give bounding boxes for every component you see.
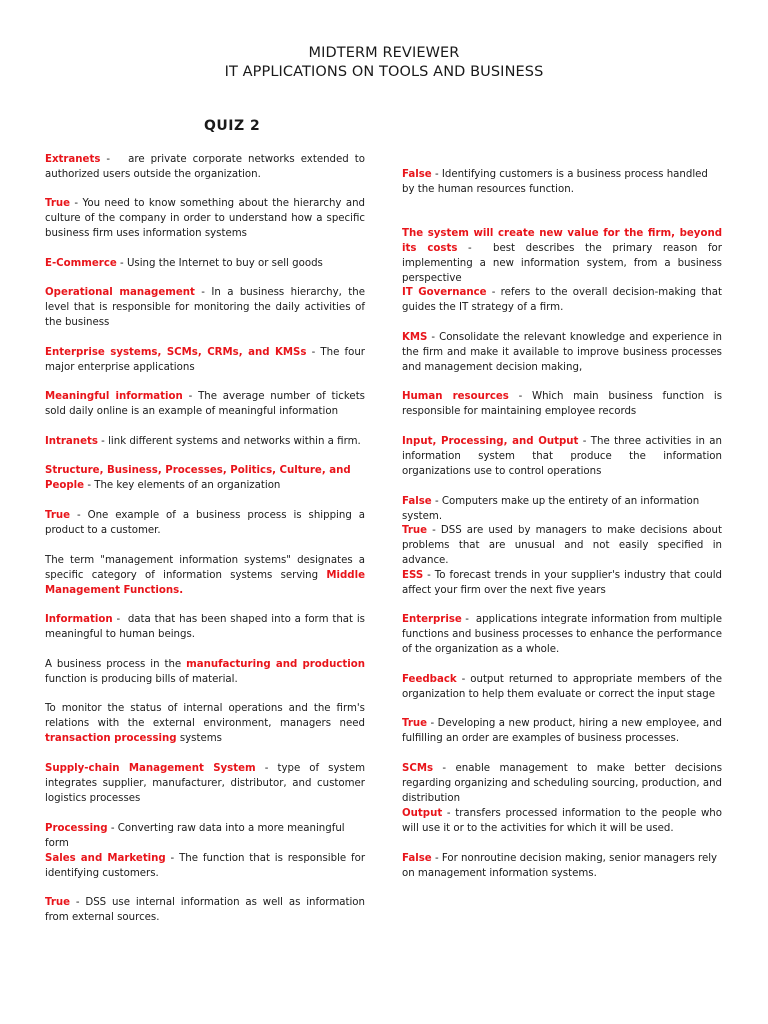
answer-term: Output bbox=[402, 808, 443, 819]
qa-item: Information - data that has been shaped into a form that is meaningful to human beings. bbox=[45, 614, 365, 640]
item-text: Which main business function is responsible for maintaining employee records bbox=[402, 391, 722, 417]
item-text: Identifying customers is a business process handled by the human resources function. bbox=[402, 169, 708, 195]
qa-item: Output - transfers processed information to the people who will use it or to the activities for which it will be used. bbox=[402, 808, 722, 834]
qa-item: True - DSS use internal information as well as information from external sources. bbox=[45, 897, 366, 923]
qa-item: Intranets - link different systems and networks within a firm. bbox=[45, 436, 361, 447]
qa-item: Operational management - In a business hierarchy, the level that is responsible for monitoring the daily activities of the business bbox=[45, 287, 365, 328]
item-text: DSS use internal information as well as information from external sources. bbox=[45, 897, 366, 923]
qa-item: KMS - Consolidate the relevant knowledge and experience in the firm and make it available to improve business processes and management decision making, bbox=[402, 332, 722, 373]
item-text: A business process in the bbox=[45, 659, 187, 670]
answer-term: Processing bbox=[45, 823, 108, 834]
answer-term: KMS bbox=[402, 332, 428, 343]
answer-term: True bbox=[45, 510, 71, 521]
answer-term: Enterprise bbox=[402, 614, 462, 625]
item-text: One example of a business process is shipping a product to a customer. bbox=[45, 510, 365, 536]
qa-item: Enterprise - applications integrate information from multiple functions and business processes to enhance the performance of the organization as a whole. bbox=[402, 614, 722, 655]
item-text: You need to know something about the hierarchy and culture of the company in order to understand how a specific business firm uses information systems bbox=[45, 198, 365, 239]
item-text: type of system integrates supplier, manufacturer, distributor, and customer logistics processes bbox=[45, 763, 366, 804]
item-text: The three activities in an information system that produce the information organizations use to control operations bbox=[402, 436, 722, 477]
qa-item: E-Commerce - Using the Internet to buy or sell goods bbox=[45, 258, 323, 269]
qa-item: IT Governance - refers to the overall decision-making that guides the IT strategy of a firm. bbox=[402, 287, 722, 313]
answer-term: Supply-chain Management System bbox=[45, 763, 256, 774]
item-text: Using the Internet to buy or sell goods bbox=[126, 258, 323, 269]
answer-term: transaction processing bbox=[45, 733, 177, 744]
qa-item: False - For nonroutine decision making, senior managers rely on management information systems. bbox=[402, 853, 718, 879]
qa-item: Input, Processing, and Output - The three activities in an information system that produce the information organizations use to control operations bbox=[402, 436, 722, 477]
item-text: The function that is responsible for identifying customers. bbox=[45, 853, 366, 879]
quiz-heading: QUIZ 2 bbox=[204, 118, 261, 134]
item-text: applications integrate information from multiple functions and business processes to enhance the performance of the organization as a whole. bbox=[402, 614, 722, 655]
qa-item: Enterprise systems, SCMs, CRMs, and KMSs - The four major enterprise applications bbox=[45, 347, 365, 373]
item-text: refers to the overall decision-making that guides the IT strategy of a firm. bbox=[402, 287, 722, 313]
item-text: transfers processed information to the people who will use it or to the activities for which it will be used. bbox=[402, 808, 722, 834]
qa-item: True - Developing a new product, hiring a new employee, and fulfilling an order are examples of business processes. bbox=[402, 718, 722, 744]
qa-item: True - You need to know something about the hierarchy and culture of the company in order to understand how a specific business firm uses information systems bbox=[45, 198, 365, 239]
answer-term: SCMs bbox=[402, 763, 434, 774]
item-text: To monitor the status of internal operations and the firm's relations with the external environment, managers need bbox=[45, 703, 365, 729]
answer-term: Information bbox=[45, 614, 113, 625]
item-text: The key elements of an organization bbox=[94, 480, 281, 491]
answer-term: The system will create new value for the firm, beyond its costs bbox=[402, 228, 722, 254]
item-text: Consolidate the relevant knowledge and experience in the firm and make it available to improve business processes and management decision making, bbox=[402, 332, 722, 373]
item-text: DSS are used by managers to make decisions about problems that are unusual and not easily specified in advance. bbox=[402, 525, 722, 566]
qa-item: ESS - To forecast trends in your supplier's industry that could affect your firm over the next five years bbox=[402, 570, 722, 596]
answer-term: Structure, Business, Processes, Politics, Culture, and People bbox=[45, 465, 351, 491]
item-text: systems bbox=[176, 733, 222, 744]
qa-item: Human resources - Which main business function is responsible for maintaining employee records bbox=[402, 391, 722, 417]
answer-term: Feedback bbox=[402, 674, 457, 685]
qa-item bbox=[45, 701, 365, 746]
item-text: are private corporate networks extended to authorized users outside the organization. bbox=[45, 154, 365, 180]
qa-item: Feedback - output returned to appropriate members of the organization to help them evaluate or correct the input stage bbox=[402, 674, 722, 700]
item-text: output returned to appropriate members of the organization to help them evaluate or correct the input stage bbox=[402, 674, 722, 700]
title-line-2: IT APPLICATIONS ON TOOLS AND BUSINESS bbox=[224, 64, 544, 80]
answer-term: True bbox=[402, 525, 428, 536]
item-text: enable management to make better decisions regarding organizing and scheduling sourcing, production, and distribution bbox=[402, 763, 722, 804]
qa-item: False - Identifying customers is a business process handled by the human resources function. bbox=[402, 169, 708, 195]
answer-term: Extranets bbox=[45, 154, 101, 165]
answer-term: manufacturing and production bbox=[186, 659, 365, 670]
item-text: Developing a new product, hiring a new employee, and fulfilling an order are examples of business processes. bbox=[402, 718, 722, 744]
qa-item: Sales and Marketing - The function that is responsible for identifying customers. bbox=[45, 853, 366, 879]
item-text: link different systems and networks within a firm. bbox=[108, 436, 361, 447]
item-text: best describes the primary reason for implementing a new information system, from a business perspective bbox=[402, 243, 722, 284]
item-text: Computers make up the entirety of an information system. bbox=[402, 496, 700, 522]
answer-term: Middle Management Functions. bbox=[45, 570, 365, 596]
answer-term: Sales and Marketing bbox=[45, 853, 166, 864]
answer-term: ESS bbox=[402, 570, 424, 581]
item-text: For nonroutine decision making, senior managers rely on management information systems. bbox=[402, 853, 718, 879]
answer-term: False bbox=[402, 496, 432, 507]
qa-item bbox=[45, 657, 365, 687]
qa-item bbox=[45, 553, 365, 598]
answer-term: E-Commerce bbox=[45, 258, 117, 269]
answer-term: True bbox=[402, 718, 428, 729]
answer-term: Input, Processing, and Output bbox=[402, 436, 579, 447]
item-text: The term "management information systems" designates a specific category of information systems serving bbox=[45, 555, 365, 581]
title-line-1: MIDTERM REVIEWER bbox=[308, 45, 460, 61]
qa-item: True - One example of a business process is shipping a product to a customer. bbox=[45, 510, 365, 536]
qa-item: Meaningful information - The average number of tickets sold daily online is an example of meaningful information bbox=[45, 391, 365, 417]
answer-term: Human resources bbox=[402, 391, 509, 402]
qa-item: False - Computers make up the entirety of an information system. bbox=[402, 496, 700, 522]
answer-term: Operational management bbox=[45, 287, 195, 298]
answer-term: Enterprise systems, SCMs, CRMs, and KMSs bbox=[45, 347, 307, 358]
qa-item: Extranets - are private corporate networks extended to authorized users outside the organization. bbox=[45, 154, 365, 180]
item-text: To forecast trends in your supplier's industry that could affect your firm over the next five years bbox=[402, 570, 722, 596]
answer-term: IT Governance bbox=[402, 287, 487, 298]
item-text: In a business hierarchy, the level that is responsible for monitoring the daily activities of the business bbox=[45, 287, 365, 328]
answer-term: True bbox=[45, 198, 71, 209]
qa-item: Supply-chain Management System - type of system integrates supplier, manufacturer, distributor, and customer logistics processes bbox=[45, 763, 366, 804]
answer-term: Intranets bbox=[45, 436, 98, 447]
answer-term: False bbox=[402, 853, 432, 864]
answer-term: False bbox=[402, 169, 432, 180]
item-text: The four major enterprise applications bbox=[45, 347, 365, 373]
qa-item: The system will create new value for the firm, beyond its costs - best describes the primary reason for implementing a new information system, from a business perspective bbox=[402, 228, 722, 284]
qa-item: True - DSS are used by managers to make decisions about problems that are unusual and not easily specified in advance. bbox=[402, 525, 722, 566]
qa-item: Structure, Business, Processes, Politics, Culture, and People - The key elements of an organization bbox=[45, 465, 351, 491]
answer-term: Meaningful information bbox=[45, 391, 183, 402]
item-text: Converting raw data into a more meaningful form bbox=[45, 823, 345, 849]
answer-term: True bbox=[45, 897, 71, 908]
item-text: data that has been shaped into a form that is meaningful to human beings. bbox=[45, 614, 365, 640]
item-text: The average number of tickets sold daily online is an example of meaningful information bbox=[45, 391, 365, 417]
document-title bbox=[0, 44, 768, 82]
qa-item: Processing - Converting raw data into a more meaningful form bbox=[45, 823, 345, 849]
item-text: function is producing bills of material. bbox=[45, 674, 238, 685]
qa-item: SCMs - enable management to make better decisions regarding organizing and scheduling sourcing, production, and distribution bbox=[402, 763, 722, 804]
